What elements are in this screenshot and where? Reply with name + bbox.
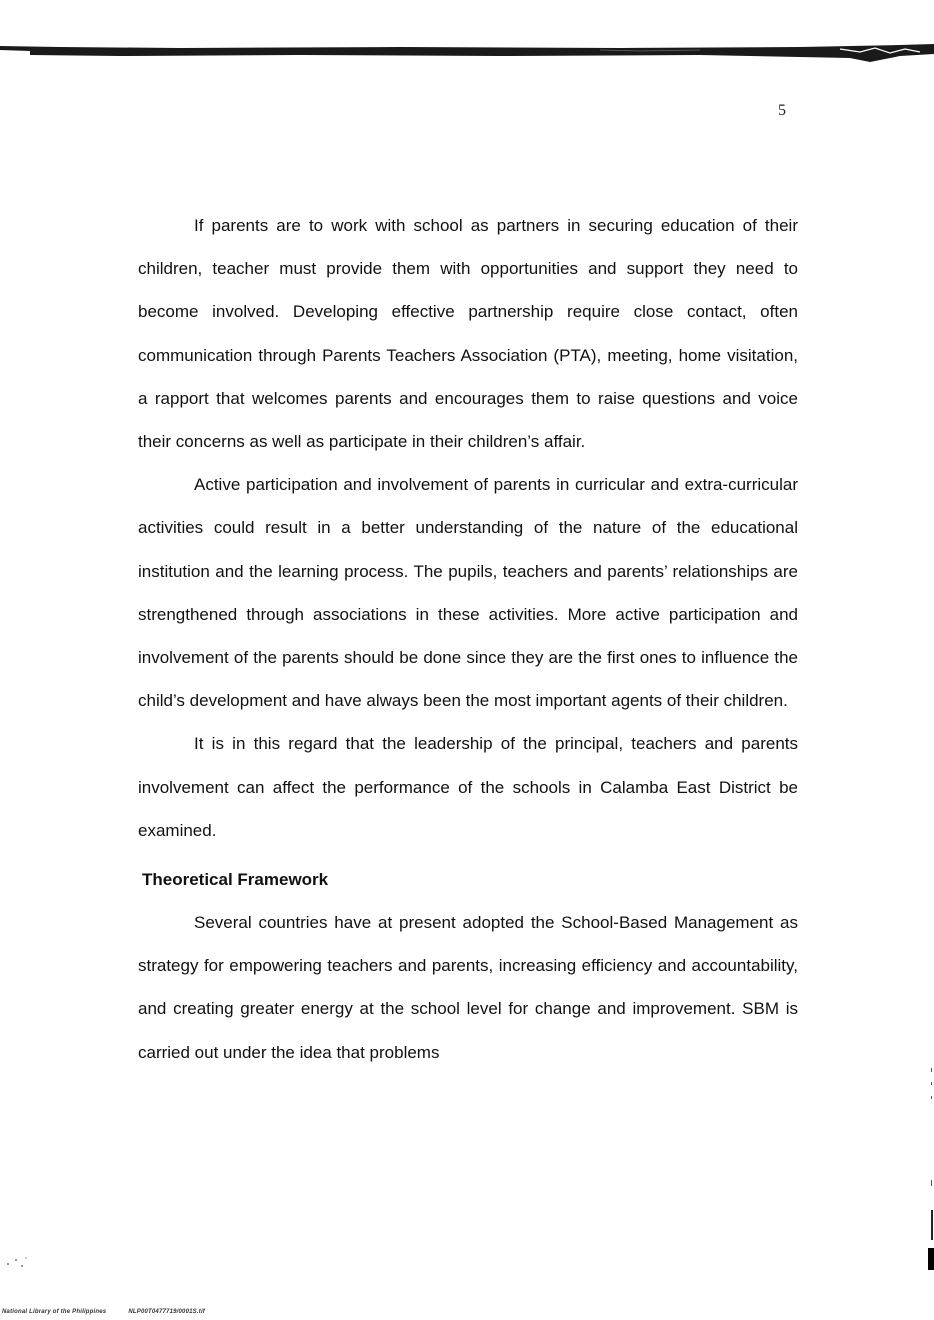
- footer-library-name: National Library of the Philippines: [2, 1309, 107, 1315]
- scan-artifact-left-edge: [2, 1252, 32, 1272]
- scan-artifact-right-edge: [924, 1060, 934, 1280]
- paragraph-sbm: Several countries have at present adopted the School-Based Management as strategy for empowering teachers and parents, increasing efficiency and accountability, and creating greater energy at the school level for change and improvement. SBM is carried out under the idea that problems: [138, 913, 798, 1062]
- scan-footer-stamp: [2, 1309, 227, 1315]
- paragraph-parents-partners: If parents are to work with school as partners in securing education of their children, teacher must provide them with opportunities and support they need to become involved. Developing effective partnership require close contact, often communication through Parents Teachers Association (PTA), meeting, home visitation, a rapport that welcomes parents and encourages them to raise questions and voice their concerns as well as participate in their children’s affair.: [138, 216, 798, 452]
- scan-artifact-bar: [0, 44, 934, 66]
- document-body: [138, 204, 798, 1074]
- footer-file-code: NLP00T0477719/0001S.tif: [128, 1309, 206, 1315]
- page-number: 5: [778, 102, 786, 119]
- section-heading-theoretical-framework: Theoretical Framework: [142, 870, 329, 890]
- paragraph-active-participation: Active participation and involvement of parents in curricular and extra-curricular activities could result in a better understanding of the nature of the educational institution and the learning process. The pupils, teachers and parents’ relationships are strengthened through associations in these activities. More active participation and involvement of the parents should be done since they are the first ones to influence the child’s development and have always been the most important agents of their children.: [138, 475, 798, 711]
- paragraph-leadership-regard: It is in this regard that the leadership of the principal, teachers and parents involvement can affect the performance of the schools in Calamba East District be examined.: [138, 734, 798, 840]
